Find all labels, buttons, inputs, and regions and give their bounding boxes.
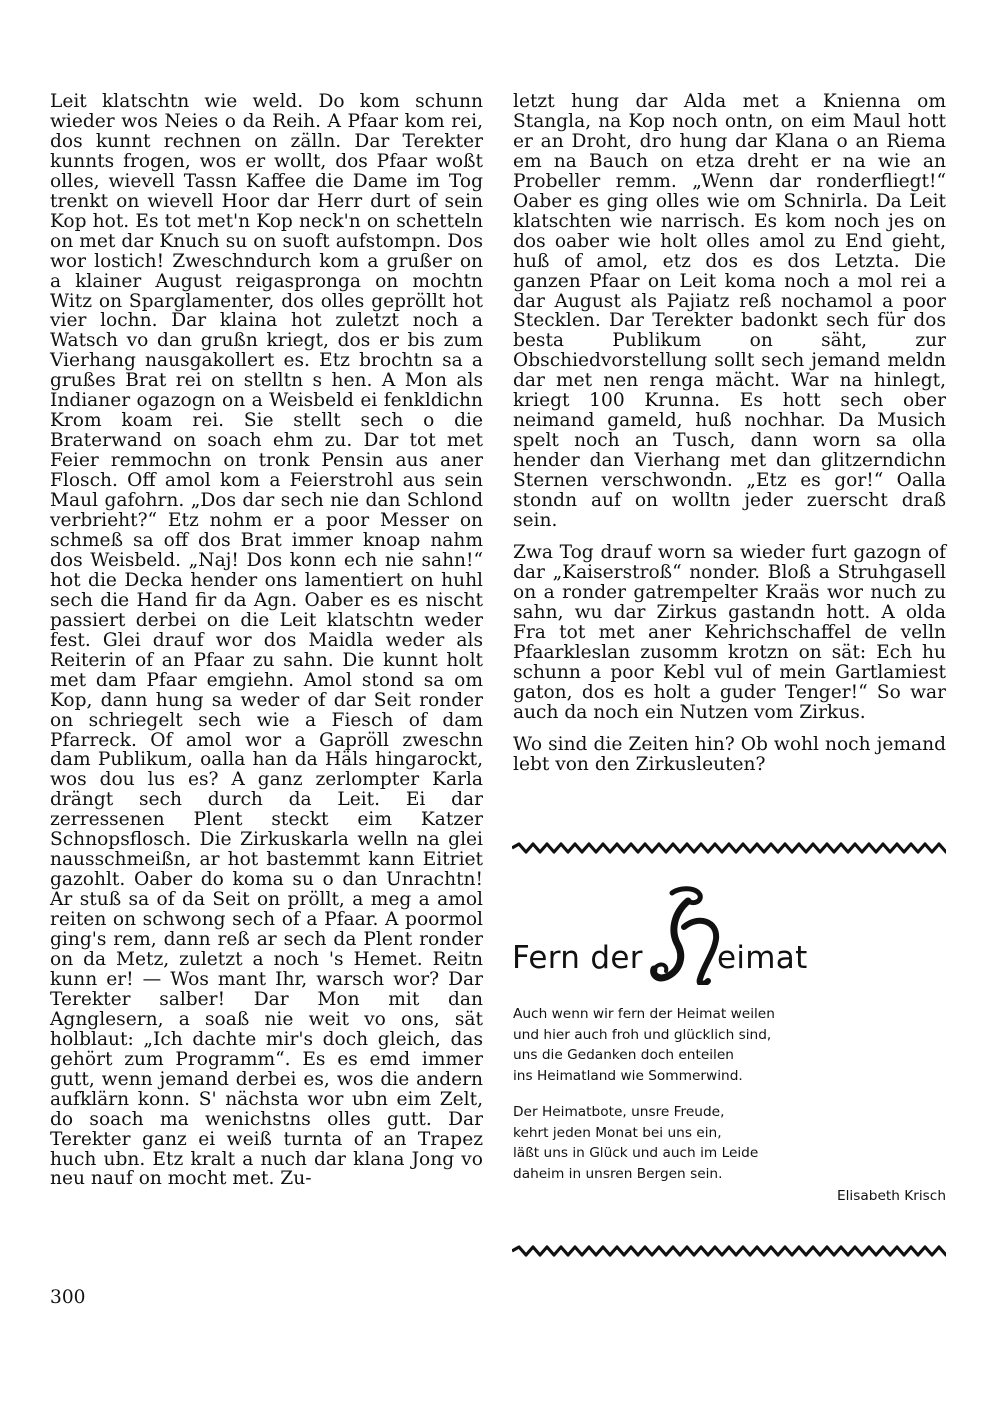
- decorative-wave-border-top: [512, 842, 946, 854]
- story-paragraph: Leit klatschtn wie weld. Do kom schunn wieder wos Neies o da Reih. A Pfaar kom rei, dos kunnt rechnen on zälln. Dar Terekter kunnts frogen, wos er wollt, dos Pfaar woßt olles, wievell Tassn Kaffee die Dame im Tog trenkt on wievell Hoor dar Herr durt of sein Kop hot. Es tot met'n Kop neck'n on schetteln on met dar Knuch su on suoft aufstompn. Dos wor lostich! Zweschndurch kom a grußer on a klainer August reigaspronga on mochtn Witz on Sparglamenter, dos olles gepröllt hot vier lochn. Dar klaina hot zuletzt noch a Watsch vo dan grußn kriegt, dos er bis zum Vierhang nausgakollert es. Etz brochtn sa a grußes Brat rei on stelltn s hen. A Mon als Indianer ogazogn on a Weisbeld ei fenkldichn Krom koam rei. Sie stellt sech o die Braterwand on soach ehm zu. Dar tot met Feier remmochn on tronk Pensin aus aner Flosch. Off amol kom a Feierstrohl aus sein Maul gafohrn. „Dos dar sech nie dan Schlond verbrieht?“ Etz nohm er a poor Messer on schmeß sa off dos Brat immer knoap nahm dos Weisbeld. „Naj! Dos konn ech nie sahn!“ hot die Decka hender ons lamentiert on huhl sech die Hand fir da Agn. Oaber es es nischt passiert derbei on die Leit klatschtn weder fest. Glei drauf wor dos Maidla weder als Reiterin of an Pfaar zu sahn. Die kunnt holt met dam Pfaar emgiehn. Amol stond sa om Kop, dann hung sa weder of dar Seit ronder on schriegelt sech wie a Fiesch of dam Pfarreck. Of amol wor a Gapröll zweschn dam Publikum, oalla han da Häls hingarockt, wos dou lus es? A ganz zerlompter Karla drängt sech durch da Leit. Ei dar zerressenen Plent steckt eim Katzer Schnopsflosch. Die Zirkuskarla welln na glei nausschmeißn, ar hot bastemmt kann Eitriet gazohlt. Oaber do koma su o dan Unrachtn! Ar stuß sa of da Seit on pröllt, a meg a amol reiten on schwong sech of a Pfaar. A poormol ging's rem, dann reß ar sech da Plent ronder on da Metz, zuletzt a noch 's Hemet. Reitn kunn er! — Wos mant Ihr, warsch wor? Dar Terekter salber! Dar Mon mit dan Agnglesern, a soaß nie weit vo ons, sät holblaut: „Ich dachte mir's doch gleich, das gehört zum Programm“. Es es emd immer gutt, wenn jemand derbei es, wos die andern aufklärn konn. S' nächsta wor ubn eim Zelt, do soach ma wenichstns olles gutt. Dar Terekter ganz ei weiß turnta of an Trapez huch ubn. Etz kralt a nuch dar klana Jong vo neu nauf on mocht met. Zu-: [50, 91, 483, 1190]
- poem-author: Elisabeth Krisch: [836, 1188, 946, 1204]
- left-text-column: [50, 92, 483, 1189]
- poem-line: Auch wenn wir fern der Heimat weilen: [513, 1006, 775, 1022]
- fraktur-h-initial: [644, 885, 724, 985]
- poem-line: läßt uns in Glück und auch im Leide: [513, 1145, 759, 1162]
- closing-question: Wo sind die Zeiten hin? Ob wohl noch jemand lebt von den Zirkusleuten?: [513, 733, 946, 775]
- poem-stanza-1: [513, 1004, 933, 1086]
- poem-line: kehrt jeden Monat bei uns ein,: [513, 1124, 722, 1141]
- right-text-column: [513, 92, 946, 774]
- poem-title-start: Fern der: [512, 940, 643, 976]
- poem-title: [512, 885, 946, 985]
- poem-stanza-2: [513, 1102, 933, 1184]
- poem-line: Der Heimatbote, unsre Freude,: [513, 1104, 725, 1120]
- story-paragraph: Zwa Tog drauf worn sa wieder furt gazogn of dar „Kaiserstroß“ nonder. Bloß a Struhgasell on a ronder gatrempelter Kraäs wor nuch zu sahn, wu dar Zirkus gastandn hott. A olda Fra tot met aner Kehrichschaffel de velln Pfaarkleslan zusomm krotzn on sät: Ech hu schunn a poor Kebl vul of mein Gartlamiest gaton, dos es holt a guder Tenger!“ So war auch da noch ein Nutzen vom Zirkus.: [513, 541, 946, 723]
- page-number: 300: [50, 1287, 86, 1308]
- story-paragraph: letzt hung dar Alda met a Knienna om Stangla, na Kop noch ontn, on eim Maul hott er an Droht, dro hung dar Klana o an Riema em na Bauch on etza dreht er na wie an Probeller remm. „Wenn dar ronderfliegt!“ Oaber es ging olles wie om Schnirla. Da Leit klatschten wie narrisch. Es kom noch jes on dos oaber wie holt olles amol zu End gieht, huß of amol, etz dos es dos Letzta. Die ganzen Pfaar on Leit koma noch a mol rei a dar August als Pajiatz reß nochamol a poor Stecklen. Dar Terekter badonkt sech für dos besta Publikum on säht, zur Obschiedvorstellung sollt sech jemand meldn dar met nen renga mächt. War na hinlegt, kriegt 100 Krunna. Es hott sech ober neimand gameld, huß nochhar. Da Musich spelt noch an Tusch, dann worn sa olla hender dan Vierhang met dan glitzerndichn Sternen verschwondn. „Etz es gor!“ Oalla stondn auf on wolltn jeder zuerscht draß sein.: [513, 91, 946, 532]
- decorative-wave-border-bottom: [512, 1245, 946, 1257]
- poem-line: und hier auch froh und glücklich sind,: [513, 1026, 772, 1043]
- poem-line: ins Heimatland wie Sommerwind.: [513, 1067, 743, 1084]
- poem-line: daheim in unsren Bergen sein.: [513, 1165, 723, 1182]
- poem-line: uns die Gedanken doch enteilen: [513, 1047, 734, 1064]
- poem-title-end: eimat: [717, 940, 808, 976]
